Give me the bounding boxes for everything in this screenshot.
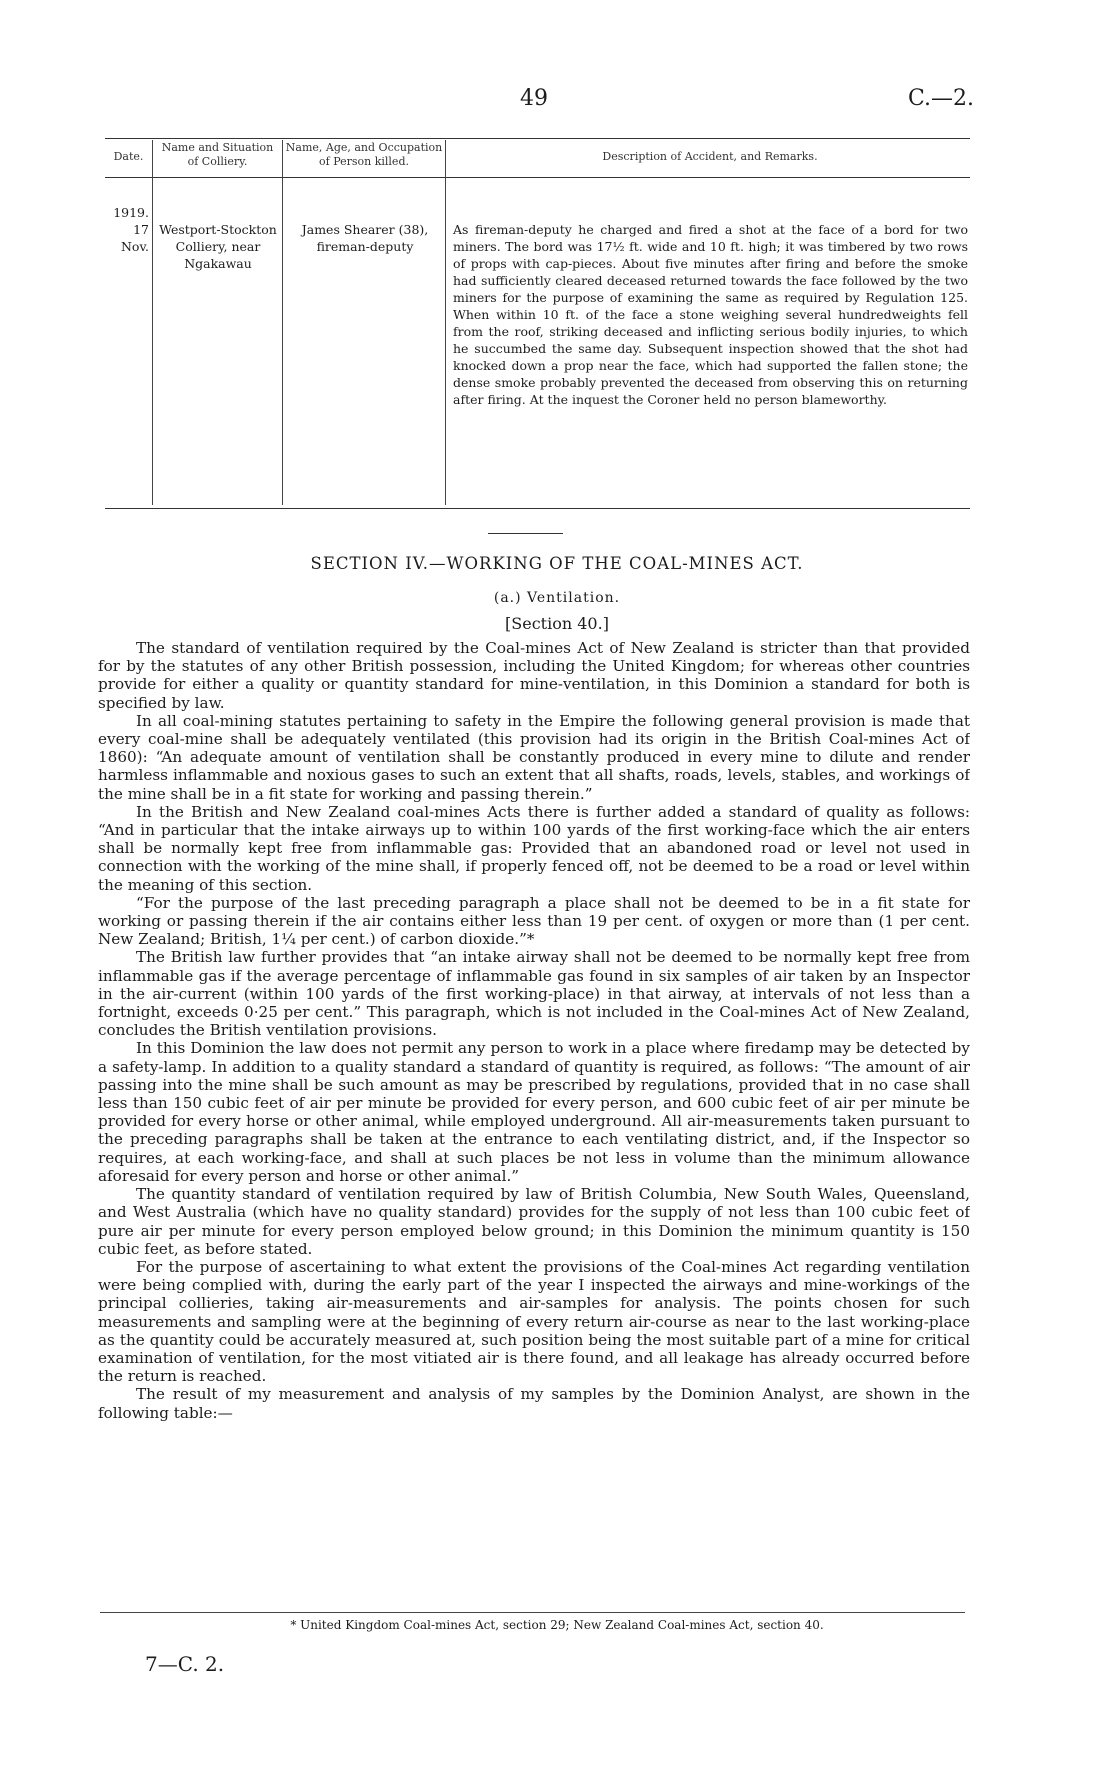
colliery-cell: Westport-Stockton Colliery, near Ngakawau — [159, 222, 277, 271]
page-header — [0, 86, 1114, 116]
page-number: 49 — [520, 86, 548, 111]
section-title: SECTION IV.—WORKING OF THE COAL-MINES ACT. — [310, 554, 804, 573]
paragraph: The quantity standard of ventilation required by law of British Columbia, New South Wales, Queensland, and West Australia (which have no quality standard) provides for the supply of not less than 100 cubic feet of pure air per minute for every person employed below ground; in this Dominion the minimum quantity is 150 cubic feet, as before stated. — [98, 1185, 970, 1258]
signature-mark: 7—C. 2. — [145, 1652, 225, 1676]
section-reference: [Section 40.] — [505, 614, 609, 633]
document-code: C.—2. — [907, 86, 974, 111]
person-cell: James Shearer (38), fireman-deputy — [301, 222, 429, 254]
paragraph: The British law further provides that “an intake airway shall not be deemed to be normally kept free from inflammable gas if the average percentage of inflammable gas found in six samples of air taken by an Inspector in the air-current (within 100 yards of the first working-place) in that airway, at intervals of not less than a fortnight, exceeds 0·25 per cent.” This paragraph, which is not included in the Coal-mines Act of New Zealand, concludes the British ventilation provisions. — [98, 948, 970, 1040]
column-header-description: Description of Accident, and Remarks. — [602, 150, 818, 163]
paragraph: The result of my measurement and analysis of my samples by the Dominion Analyst, are shown in the following table:— — [98, 1385, 970, 1422]
table-bottom-rule — [105, 508, 970, 509]
table-column-divider — [152, 140, 153, 505]
section-separator — [488, 533, 563, 534]
footnote-rule — [100, 1612, 965, 1613]
column-header-person: Name, Age, and Occupation of Person killed. — [285, 141, 443, 168]
table-header-rule — [105, 177, 970, 178]
column-header-date: Date. — [113, 150, 144, 163]
footnote: * United Kingdom Coal-mines Act, section 29; New Zealand Coal-mines Act, section 40. — [290, 1618, 824, 1632]
paragraph: “For the purpose of the last preceding paragraph a place shall not be deemed to be in a fit state for working or passing therein if the air contains either less than 19 per cent. of oxygen or more than (1 per cent. New Zealand; British, 1¼ per cent.) of carbon dioxide.”* — [98, 893, 970, 949]
subsection-title: (a.) Ventilation. — [493, 590, 621, 606]
table-column-divider — [445, 140, 446, 505]
column-header-colliery: Name and Situation of Colliery. — [161, 141, 274, 168]
date-day: 17 Nov. — [120, 222, 149, 254]
paragraph: In all coal-mining statutes pertaining to safety in the Empire the following general provision is made that every coal-mine shall be adequately ventilated (this provision had its origin in the British Coal-mines Act of 1860): “An adequate amount of ventilation shall be constantly produced in every mine to dilute and render harmless inflammable and noxious gases to such an extent that all shafts, roads, levels, stables, and workings of the mine shall be in a fit state for working and passing therein.” — [98, 711, 970, 803]
table-top-rule — [105, 138, 970, 139]
paragraph: In the British and New Zealand coal-mines Acts there is further added a standard of quality as follows: “And in particular that the intake airways up to within 100 yards of the first working-face which the air enters shall be normally kept free from inflammable gas: Provided that an abandoned road or level not used in connection with the working of the mine shall, if properly fenced off, not be deemed to be a road or level within the meaning of this section. — [98, 802, 970, 894]
paragraph: In this Dominion the law does not permit any person to work in a place where firedamp may be detected by a safety-lamp. In addition to a quality standard a standard of quantity is required, as follows: “The amount of air passing into the mine shall be such amount as may be prescribed by regulations, provided that in no case shall less than 150 cubic feet of air per minute be provided for every person, and 600 cubic feet of air per minute be provided for every horse or other animal, while employed underground. All air-measurements taken pursuant to the preceding paragraphs shall be taken at the entrance to each ventilating district, and, if the Inspector so requires, at each working-face, and shall at such places be not less in volume than the minimum allowance aforesaid for every person and horse or other animal.” — [98, 1039, 970, 1185]
date-year: 1919. — [113, 205, 149, 220]
paragraph: The standard of ventilation required by the Coal-mines Act of New Zealand is stricter than that provided for by the statutes of any other British possession, including the United Kingdom; for whereas other countries provide for either a quality or quantity standard for mine-ventilation, in this Dominion a standard for both is specified by law. — [98, 639, 970, 712]
description-cell: As fireman-deputy he charged and fired a shot at the face of a bord for two miners. The bord was 17½ ft. wide and 10 ft. high; it was timbered by two rows of props with cap-pieces. About five minutes after firing and before the smoke had sufficiently cleared deceased returned towards the face followed by the two miners for the purpose of examining the same as required by Regulation 125. When within 10 ft. of the face a stone weighing several hundredweights fell from the roof, striking deceased and inflicting serious bodily injuries, to which he succumbed the same day. Subsequent inspection showed that the shot had knocked down a prop near the face, which had supported the fallen stone; the dense smoke probably prevented the deceased from observing this on returning after firing. At the inquest the Coroner held no person blameworthy. — [453, 222, 968, 407]
body-text — [98, 639, 970, 1594]
accident-table — [105, 138, 970, 513]
paragraph: For the purpose of ascertaining to what extent the provisions of the Coal-mines Act regarding ventilation were being complied with, during the early part of the year I inspected the airways and mine-workings of the principal collieries, taking air-measurements and air-samples for analysis. The points chosen for such measurements and sampling were at the beginning of every return air-course as near to the last working-place as the quantity could be accurately measured at, such position being the most suitable part of a mine for critical examination of ventilation, for the most vitiated air is there found, and all leakage has already occurred before the return is reached. — [98, 1257, 970, 1386]
table-column-divider — [282, 140, 283, 505]
